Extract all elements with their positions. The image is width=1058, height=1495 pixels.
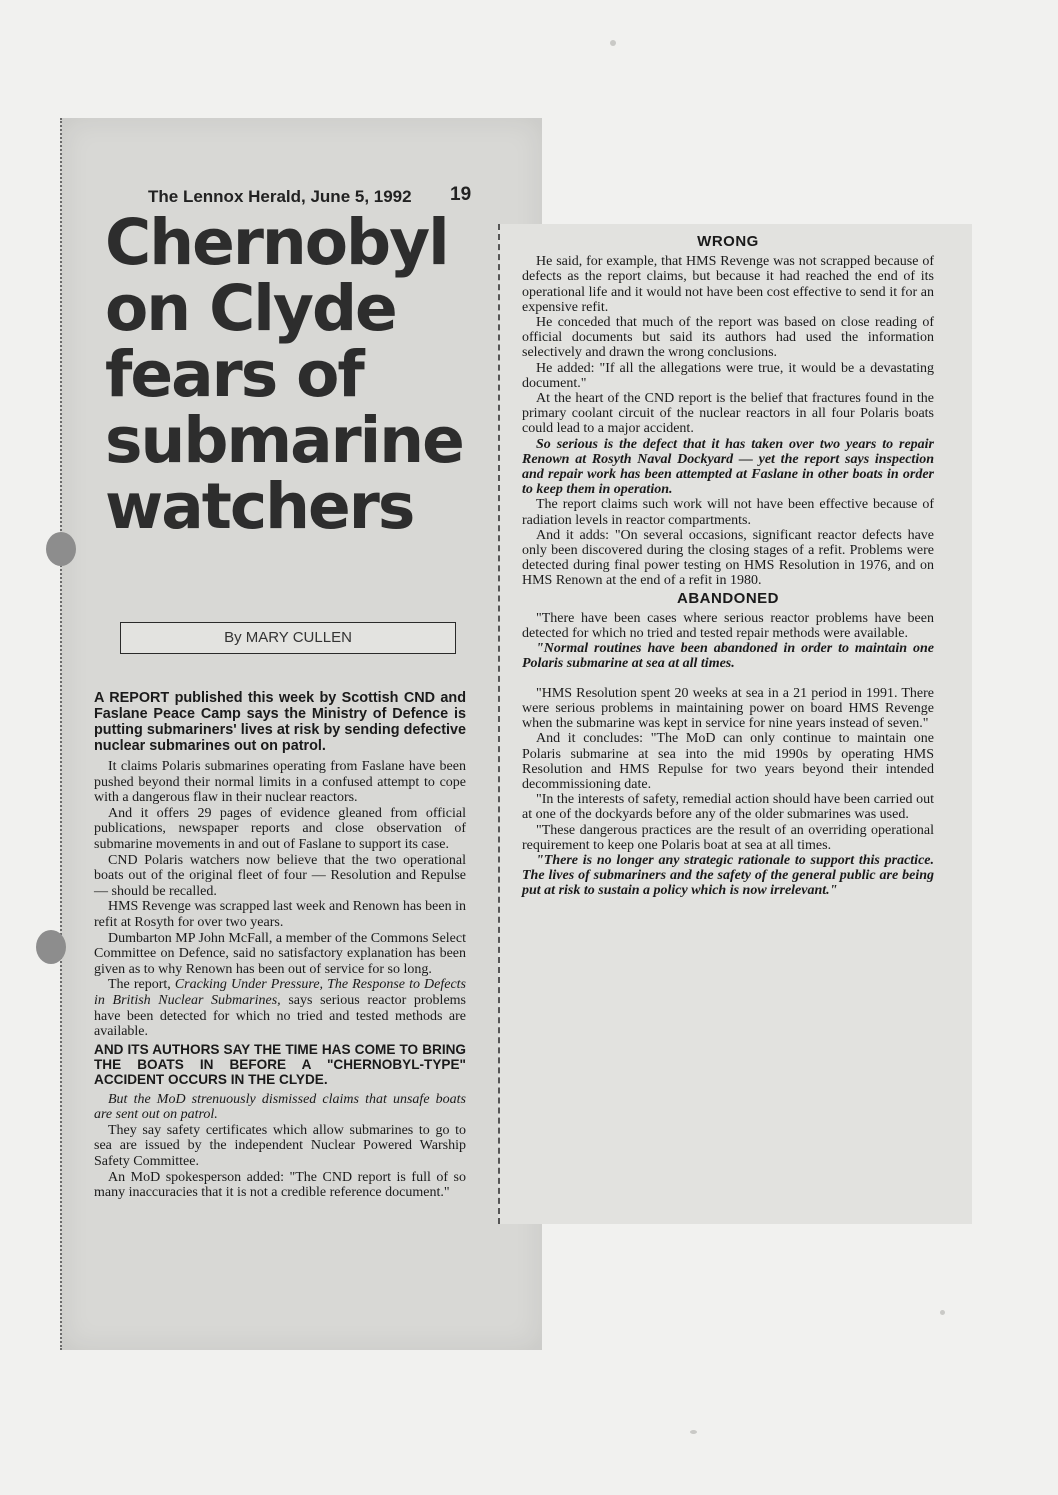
scan-speck bbox=[690, 1430, 697, 1434]
scan-speck bbox=[610, 40, 616, 46]
body-paragraph: CND Polaris watchers now believe that the two operational boats out of the original fleet of four — Resolution and Repulse — should be recalled. bbox=[94, 852, 466, 899]
headline-line: submarine bbox=[105, 404, 463, 477]
text-run: The report, bbox=[108, 977, 175, 993]
body-paragraph: Dumbarton MP John McFall, a member of the Commons Select Committee on Defence, said no satisfactory explanation has been given as to why Renown has been out of service for so long. bbox=[94, 930, 466, 977]
text-run: says serious reactor problems have been detected for which no tried and tested methods are available. bbox=[94, 992, 466, 1040]
body-paragraph: He conceded that much of the report was based on close reading of official documents but said its authors had used the information selectively and drawn the wrong conclusions. bbox=[522, 315, 934, 361]
body-paragraph: At the heart of the CND report is the belief that fractures found in the primary coolant circuit of the nuclear reactors in all four Polaris boats could lead to a major accident. bbox=[522, 391, 934, 437]
body-paragraph: And it adds: "On several occasions, significant reactor defects have only been discovered during the closing stages of a refit. Problems were detected during final power testing on HMS Resolution in 1976, and on HMS Renown at the end of a refit in 1980. bbox=[522, 527, 934, 589]
body-paragraph: He said, for example, that HMS Revenge was not scrapped because of defects as the report claims, but because it had reached the end of its operational life and it would not have been cost effective to send it for an expensive refit. bbox=[522, 254, 934, 315]
punch-hole bbox=[46, 532, 76, 566]
caps-paragraph: AND ITS AUTHORS SAY THE TIME HAS COME TO BRING THE BOATS IN BEFORE A "CHERNOBYL-TYPE" ACCIDENT OCCURS IN THE CLYDE. bbox=[94, 1041, 466, 1087]
left-article-column bbox=[94, 690, 466, 1201]
body-paragraph: The report claims such work will not have been effective because of radiation levels in reactor compartments. bbox=[522, 497, 934, 528]
body-paragraph: He added: "If all the allegations were true, it would be a devastating document." bbox=[522, 360, 934, 391]
body-paragraph: And it offers 29 pages of evidence gleaned from official publications, newspaper reports and close observation of submarine movements in and out of Faslane to support its case. bbox=[94, 805, 466, 852]
italic-text: But the MoD strenuously dismissed claims that unsafe boats are sent out on patrol. bbox=[94, 1091, 466, 1123]
masthead: The Lennox Herald, June 5, 1992 bbox=[148, 187, 412, 206]
body-paragraph: And it concludes: "The MoD can only continue to maintain one Polaris submarine at sea into the mid 1990s by operating HMS Resolution and HMS Repulse for two years beyond their intended decommissioning date. bbox=[522, 731, 934, 792]
punch-hole bbox=[36, 930, 66, 964]
body-paragraph: It claims Polaris submarines operating from Faslane have been pushed beyond their normal limits in a confused attempt to cope with a dangerous flaw in their nuclear reactors. bbox=[94, 759, 466, 806]
body-paragraph: HMS Revenge was scrapped last week and Renown has been in refit at Rosyth for over two years. bbox=[94, 899, 466, 930]
body-paragraph: They say safety certificates which allow submarines to go to sea are issued by the independent Nuclear Powered Warship Safety Committee. bbox=[94, 1122, 466, 1170]
body-paragraph: "In the interests of safety, remedial action should have been carried out at one of the dockyards before any of the older submarines was used. bbox=[522, 792, 934, 823]
body-paragraph bbox=[94, 1092, 466, 1123]
spacer bbox=[522, 672, 934, 686]
page-number: 19 bbox=[450, 184, 472, 205]
subheading-abandoned: ABANDONED bbox=[677, 589, 779, 607]
headline-line: watchers bbox=[105, 470, 414, 543]
headline-line: fears of bbox=[105, 338, 363, 411]
subheading-wrong: WRONG bbox=[697, 233, 759, 250]
report-title: Cracking Under Pressure, The Response to Defects in British Nuclear Submarines, bbox=[94, 977, 466, 1008]
italic-paragraph: "Normal routines have been abandoned in order to maintain one Polaris submarine at sea at all times. bbox=[522, 641, 934, 672]
italic-paragraph: "There is no longer any strategic rationale to support this practice. The lives of submariners and the safety of the general public are being put at risk to sustain a policy which is now irrelevant." bbox=[522, 852, 934, 899]
body-paragraph: An MoD spokesperson added: "The CND report is full of so many inaccuracies that it is not a credible reference document." bbox=[94, 1169, 466, 1201]
body-paragraph bbox=[94, 977, 466, 1039]
headline-line: Chernobyl bbox=[105, 206, 448, 279]
body-paragraph: "HMS Resolution spent 20 weeks at sea in a 21 period in 1991. There were serious problems in maintaining power on board HMS Revenge when the submarine was kept in service for nine years instead of seven." bbox=[522, 685, 934, 732]
lead-paragraph: A REPORT published this week by Scottish CND and Faslane Peace Camp says the Ministry of Defence is putting submariners' lives at risk by sending defective nuclear submarines out on patrol. bbox=[94, 690, 466, 754]
byline: By MARY CULLEN bbox=[120, 622, 456, 654]
headline bbox=[105, 206, 525, 543]
scan-speck bbox=[940, 1310, 945, 1315]
italic-paragraph: So serious is the defect that it has taken over two years to repair Renown at Rosyth Naval Dockyard — yet the report says inspection and repair work has been attempted at Faslane in other boats in order to keep them in operation. bbox=[522, 436, 934, 498]
headline-line: on Clyde bbox=[105, 272, 396, 345]
right-article-column bbox=[522, 232, 934, 899]
body-paragraph: "There have been cases where serious reactor problems have been detected for which no tried and tested repair methods were available. bbox=[522, 610, 934, 642]
body-paragraph: "These dangerous practices are the result of an overriding operational requirement to keep one Polaris boat at sea at all times. bbox=[522, 822, 934, 853]
